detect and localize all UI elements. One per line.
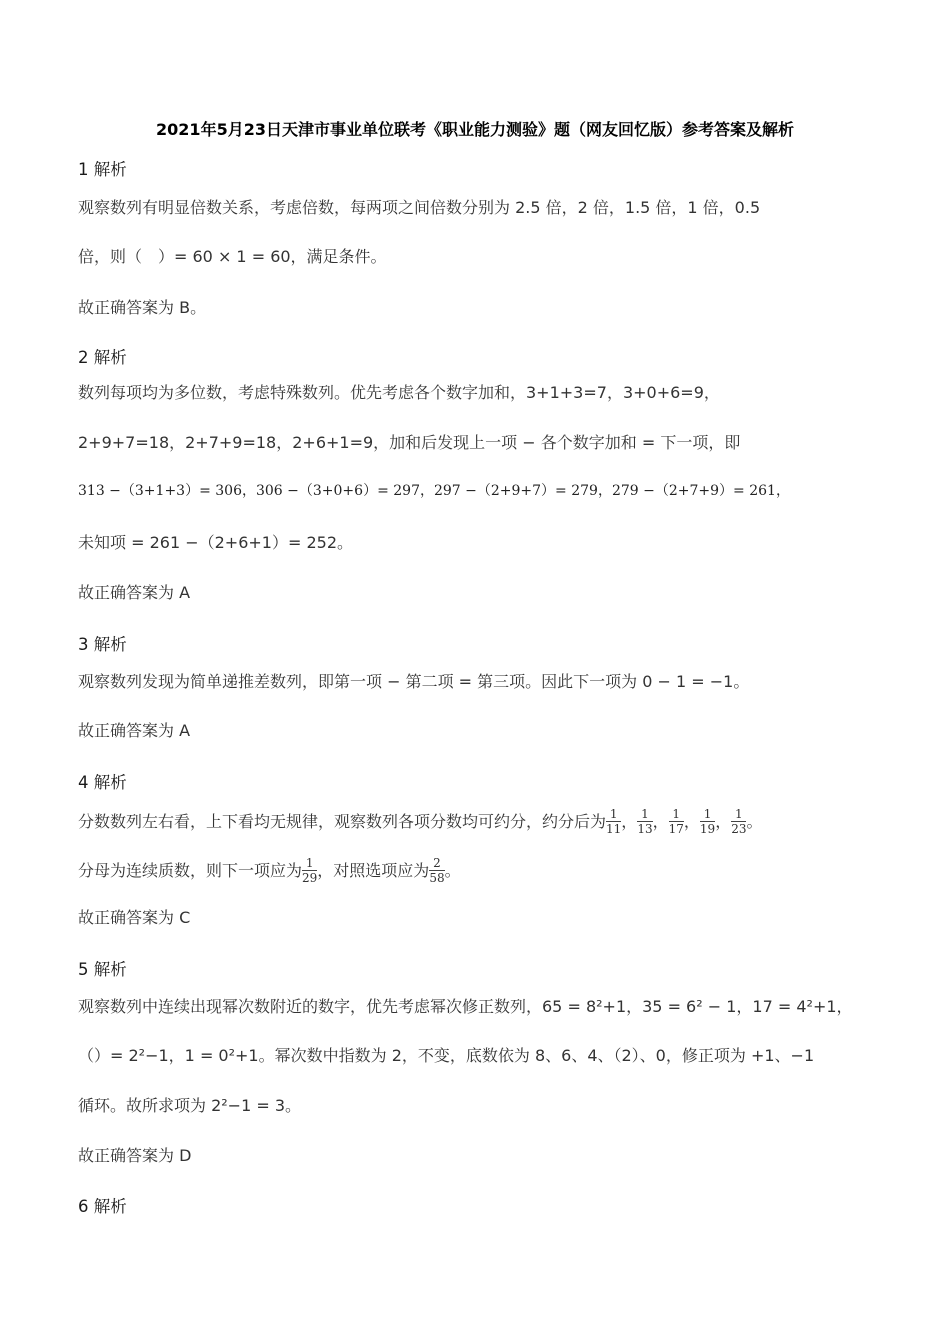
section-4-heading: 4 解析 <box>78 773 127 792</box>
fraction: $\frac{1}{13}$ <box>637 807 653 836</box>
section-1-line-2: 倍，则（ ）= 60 × 1 = 60，满足条件。 <box>78 247 387 266</box>
section-3-answer: 故正确答案为 A <box>78 721 191 740</box>
section-2-line-3: 313 −（3+1+3）= 306，306 −（3+0+6）= 297，297 −（2+9+7）= 279，279 −（2+7+9）= 261， <box>78 483 790 499</box>
section-1-answer: 故正确答案为 B。 <box>78 298 207 317</box>
section-2-line-4: 未知项 = 261 −（2+6+1）= 252。 <box>78 533 353 552</box>
section-5-line-1: 观察数列中连续出现幂次数附近的数字，优先考虑幂次修正数列，65 = 8²+1，35 = 6² − 1，17 = 4²+1， <box>78 997 853 1016</box>
section-2-answer: 故正确答案为 A <box>78 583 191 602</box>
section-4-line-1: 分数数列左右看，上下看均无规律，观察数列各项分数均可约分，约分后为 $\frac{1}{11}$ ， $\frac{1}{13}$ ， $\frac{1}{17}$ ， $\frac{1}{19}$ ， $\frac{1}{23}$ 。 <box>78 807 763 836</box>
section-5-heading: 5 解析 <box>78 960 127 979</box>
section-1-heading: 1 解析 <box>78 160 127 179</box>
fraction: $\frac{1}{11}$ <box>606 807 622 836</box>
section-4-line-1-text: 分数数列左右看，上下看均无规律，观察数列各项分数均可约分，约分后为 <box>78 812 607 831</box>
fraction: $\frac{1}{19}$ <box>699 807 716 836</box>
section-6-heading: 6 解析 <box>78 1197 127 1216</box>
section-4-line-2: 分母为连续质数，则下一项应为 $\frac{1}{29}$ ，对照选项应为 $\frac{2}{58}$ 。 <box>78 856 461 885</box>
fraction: $\frac{1}{29}$ <box>302 856 318 885</box>
fraction: $\frac{1}{17}$ <box>668 807 684 836</box>
section-3-heading: 3 解析 <box>78 635 127 654</box>
fraction: $\frac{2}{58}$ <box>429 856 445 885</box>
section-5-answer: 故正确答案为 D <box>78 1146 192 1165</box>
document-title: 2021年5月23日天津市事业单位联考《职业能力测验》题（网友回忆版）参考答案及解析 <box>156 120 794 139</box>
fraction: $\frac{1}{23}$ <box>731 807 747 836</box>
section-2-line-2: 2+9+7=18，2+7+9=18，2+6+1=9，加和后发现上一项 − 各个数字加和 = 下一项，即 <box>78 433 741 452</box>
section-5-line-2: （）= 2²−1，1 = 0²+1。幂次数中指数为 2，不变，底数依为 8、6、4、（2）、0，修正项为 +1、−1 <box>78 1046 815 1065</box>
section-5-line-3: 循环。故所求项为 2²−1 = 3。 <box>78 1096 302 1115</box>
section-2-heading: 2 解析 <box>78 348 127 367</box>
section-3-line-1: 观察数列发现为简单递推差数列，即第一项 − 第二项 = 第三项。因此下一项为 0 − 1 = −1。 <box>78 672 750 691</box>
section-2-line-1: 数列每项均为多位数，考虑特殊数列。优先考虑各个数字加和，3+1+3=7，3+0+6=9， <box>78 383 720 402</box>
section-4-answer: 故正确答案为 C <box>78 908 191 927</box>
section-1-line-1: 观察数列有明显倍数关系，考虑倍数，每两项之间倍数分别为 2.5 倍，2 倍，1.5 倍，1 倍，0.5 <box>78 198 761 217</box>
